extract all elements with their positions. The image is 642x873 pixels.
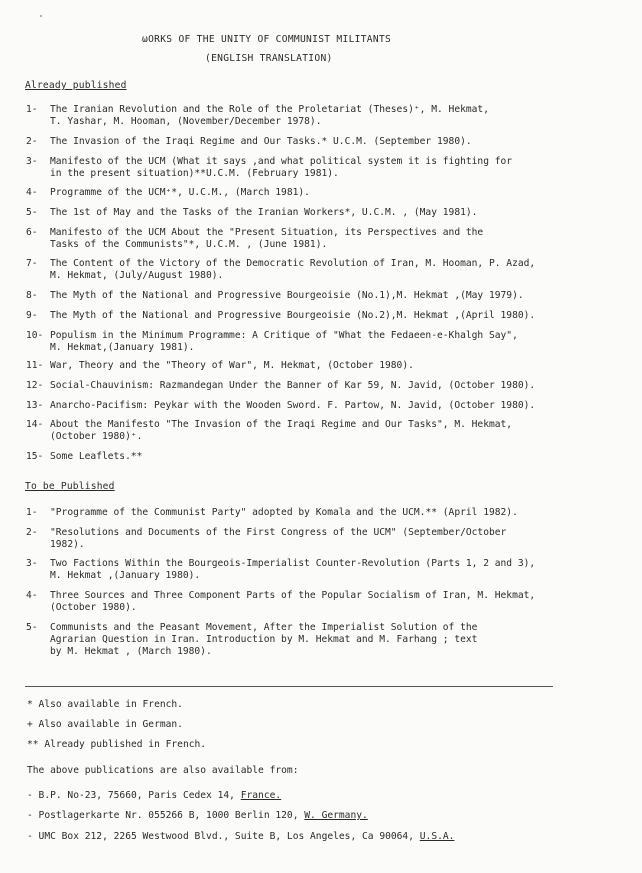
entry-line: The Myth of the National and Progressive Bourgeoisie (No.2),M. Hekmat ,(April 1980).: [50, 310, 536, 321]
entry-text: [50, 451, 606, 463]
entry-line: T. Yashar, M. Hooman, (November/December 1978).: [50, 116, 322, 127]
document-subtitle: (ENGLISH TRANSLATION): [205, 53, 333, 64]
entry-line: M. Hekmat ,(January 1980).: [50, 570, 201, 581]
entry-text: [50, 419, 606, 443]
entry-number: 13-: [26, 400, 44, 411]
entry-line: M. Hekmat,(January 1981).: [50, 342, 195, 353]
entry-text: [50, 290, 606, 302]
entry-line: "Programme of the Communist Party" adopted by Komala and the UCM.** (April 1982).: [50, 507, 518, 518]
entry-line: Programme of the UCM⁺*, U.C.M., (March 1981).: [50, 187, 310, 198]
section-heading-to-be-published: To be Published: [25, 481, 115, 492]
entry-line: 1982).: [50, 539, 85, 550]
publication-entry: [26, 360, 606, 372]
publication-entry: [26, 590, 606, 614]
publication-entry: [26, 187, 606, 199]
entry-number: 15-: [26, 451, 44, 462]
entry-line: The Content of the Victory of the Democratic Revolution of Iran, M. Hooman, P. Azad,: [50, 258, 536, 269]
publication-entry: [26, 419, 606, 443]
publication-entry: [26, 258, 606, 282]
entry-text: [50, 330, 606, 354]
entry-line: The Myth of the National and Progressive Bourgeoisie (No.1),M. Hekmat ,(May 1979).: [50, 290, 524, 301]
entry-number: 4-: [26, 590, 38, 601]
address-country: W. Germany.: [304, 810, 368, 821]
publication-entry: [26, 451, 606, 463]
publication-entry: [26, 622, 606, 658]
entry-line: (October 1980).: [50, 602, 137, 613]
footnote-french: * Also available in French.: [27, 699, 183, 710]
entry-number: 2-: [26, 527, 38, 538]
entry-line: Manifesto of the UCM (What it says ,and what political system it is fighting for: [50, 156, 513, 167]
entry-text: [50, 558, 606, 582]
entry-line: About the Manifesto "The Invasion of the Iraqi Regime and Our Tasks", M. Hekmat,: [50, 419, 513, 430]
entry-number: 1-: [26, 507, 38, 518]
publication-entry: [26, 507, 606, 519]
entry-line: Populism in the Minimum Programme: A Critique of "What the Fedaeen-e-Khalgh Say",: [50, 330, 518, 341]
entry-text: [50, 590, 606, 614]
entry-line: War, Theory and the "Theory of War", M. Hekmat, (October 1980).: [50, 360, 414, 371]
publication-entry: [26, 558, 606, 582]
entry-line: The Iranian Revolution and the Role of the Proletariat (Theses)⁺, M. Hekmat,: [50, 104, 489, 115]
section-heading-published: Already published: [25, 80, 127, 91]
publication-entry: [26, 330, 606, 354]
document-title: ωORKS OF THE UNITY OF COMMUNIST MILITANTS: [142, 34, 392, 45]
entry-number: 10-: [26, 330, 44, 341]
address-text: - Postlagerkarte Nr. 055266 B, 1000 Berlin 120,: [27, 810, 305, 821]
entry-line: by M. Hekmat , (March 1980).: [50, 646, 212, 657]
entry-text: [50, 380, 606, 392]
entry-text: [50, 187, 606, 199]
publication-entry: [26, 207, 606, 219]
publication-entry: [26, 156, 606, 180]
entry-line: Tasks of the Communists"*, U.C.M. , (June 1981).: [50, 239, 328, 250]
address-paris: [27, 790, 281, 802]
entry-number: 8-: [26, 290, 38, 301]
entry-line: Social-Chauvinism: Razmandegan Under the Banner of Kar 59, N. Javid, (October 1980).: [50, 380, 536, 391]
entry-text: [50, 527, 606, 551]
address-country: France.: [240, 790, 282, 801]
entry-number: 14-: [26, 419, 44, 430]
entry-text: [50, 507, 606, 519]
entry-text: [50, 227, 606, 251]
publication-entry: [26, 400, 606, 412]
entry-number: 1-: [26, 104, 38, 115]
entry-text: [50, 207, 606, 219]
publication-entry: [26, 227, 606, 251]
entry-line: Communists and the Peasant Movement, After the Imperialist Solution of the: [50, 622, 478, 633]
publication-entry: [26, 290, 606, 302]
entry-number: 2-: [26, 136, 38, 147]
entry-number: 12-: [26, 380, 44, 391]
entry-line: (October 1980)⁺.: [50, 431, 143, 442]
publication-entry: [26, 136, 606, 148]
publication-entry: [26, 380, 606, 392]
entry-number: 5-: [26, 622, 38, 633]
entry-line: Three Sources and Three Component Parts of the Popular Socialism of Iran, M. Hekmat,: [50, 590, 536, 601]
publication-entry: [26, 104, 606, 128]
address-text: - B.P. No-23, 75660, Paris Cedex 14,: [27, 790, 241, 801]
entry-text: [50, 310, 606, 322]
address-text: - UMC Box 212, 2265 Westwood Blvd., Suite B, Los Angeles, Ca 90064,: [27, 831, 420, 842]
entry-line: Manifesto of the UCM About the "Present Situation, its Perspectives and the: [50, 227, 484, 238]
entry-number: 4-: [26, 187, 38, 198]
entry-line: The 1st of May and the Tasks of the Iranian Workers*, U.C.M. , (May 1981).: [50, 207, 478, 218]
entry-line: in the present situation)**U.C.M. (February 1981).: [50, 168, 339, 179]
entry-line: "Resolutions and Documents of the First Congress of the UCM" (September/October: [50, 527, 507, 538]
entry-text: [50, 400, 606, 412]
entry-number: 3-: [26, 156, 38, 167]
paper-speck: [40, 15, 42, 17]
entry-line: The Invasion of the Iraqi Regime and Our Tasks.* U.C.M. (September 1980).: [50, 136, 472, 147]
entry-text: [50, 258, 606, 282]
publication-entry: [26, 527, 606, 551]
entry-text: [50, 104, 606, 128]
entry-text: [50, 360, 606, 372]
entry-number: 6-: [26, 227, 38, 238]
entry-line: Some Leaflets.**: [50, 451, 143, 462]
entry-line: M. Hekmat, (July/August 1980).: [50, 270, 224, 281]
entry-text: [50, 622, 606, 658]
address-los-angeles: [27, 831, 454, 843]
divider-line: [25, 686, 553, 687]
footnote-already-french: ** Already published in French.: [27, 739, 207, 750]
availability-intro: The above publications are also available from:: [27, 765, 299, 776]
entry-number: 11-: [26, 360, 44, 371]
entry-number: 5-: [26, 207, 38, 218]
entry-number: 9-: [26, 310, 38, 321]
entry-number: 7-: [26, 258, 38, 269]
publication-entry: [26, 310, 606, 322]
address-country: U.S.A.: [419, 831, 455, 842]
entry-line: Anarcho-Pacifism: Peykar with the Wooden Sword. F. Partow, N. Javid, (October 1980).: [50, 400, 536, 411]
footnote-german: + Also available in German.: [27, 719, 183, 730]
entry-line: Agrarian Question in Iran. Introduction by M. Hekmat and M. Farhang ; text: [50, 634, 478, 645]
entry-number: 3-: [26, 558, 38, 569]
address-berlin: [27, 810, 368, 822]
entry-line: Two Factions Within the Bourgeois-Imperialist Counter-Revolution (Parts 1, 2 and 3),: [50, 558, 536, 569]
entry-text: [50, 136, 606, 148]
entry-text: [50, 156, 606, 180]
